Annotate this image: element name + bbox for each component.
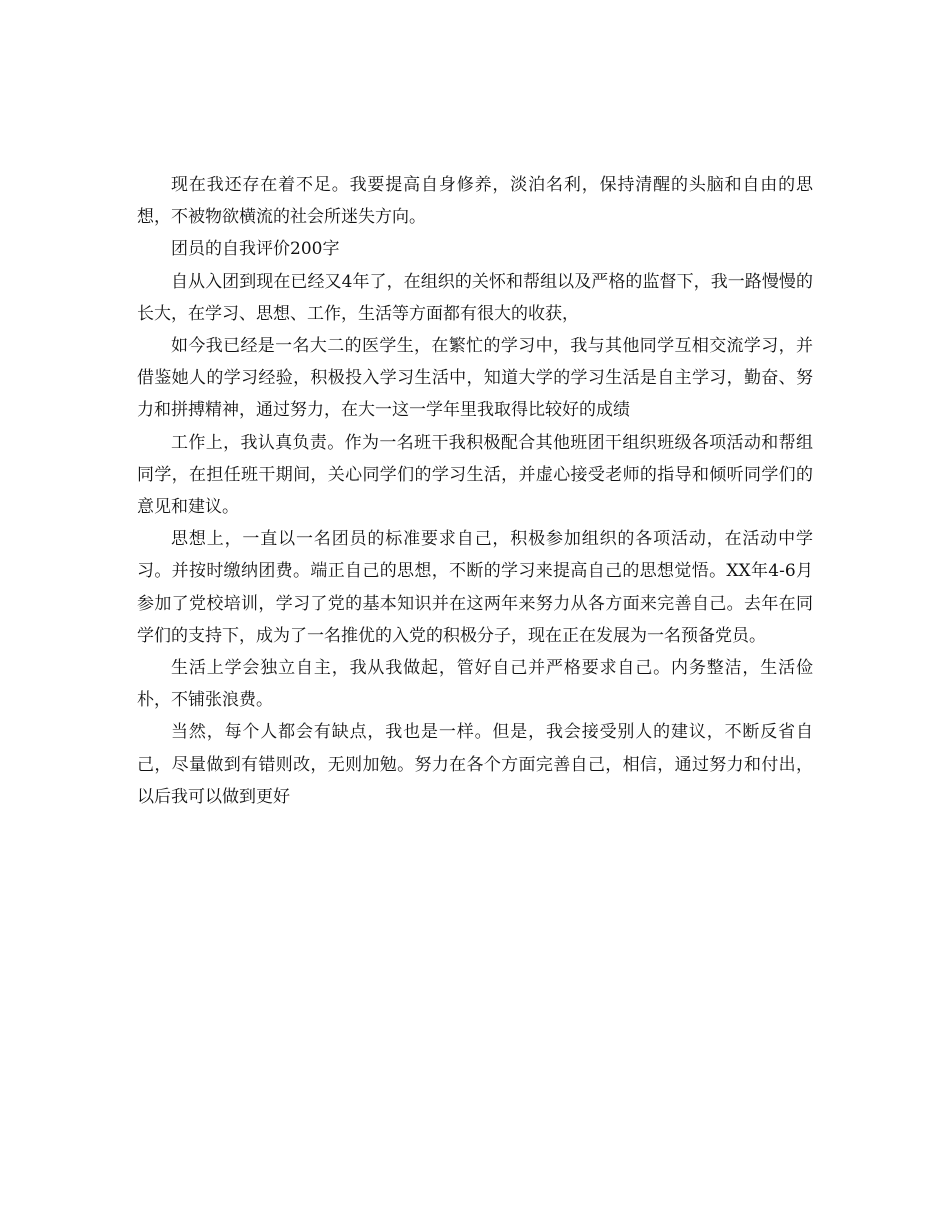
paragraph-5: 思想上，一直以一名团员的标准要求自己，积极参加组织的各项活动，在活动中学习。并按时缴纳团费。端正自己的思想，不断的学习来提高自己的思想觉悟。XX年4-6月参加了党校培训，学习了党的基本知识并在这两年来努力从各方面来完善自己。去年在同学们的支持下，成为了一名推优的入党的积极分子，现在正在发展为一名预备党员。 [137,529,813,646]
paragraph-7: 当然，每个人都会有缺点，我也是一样。但是，我会接受别人的建议，不断反省自己，尽量做到有错则改，无则加勉。努力在各个方面完善自己，相信，通过努力和付出，以后我可以做到更好 [137,722,813,807]
paragraph-3: 如今我已经是一名大二的医学生，在繁忙的学习中，我与其他同学互相交流学习，并借鉴她人的学习经验，积极投入学习生活中，知道大学的学习生活是自主学习，勤奋、努力和拼搏精神，通过努力，在大一这一学年里我取得比较好的成绩 [137,336,813,421]
paragraph-4: 工作上，我认真负责。作为一名班干我积极配合其他班团干组织班级各项活动和帮组同学，在担任班干期间，关心同学们的学习生活，并虚心接受老师的指导和倾听同学们的意见和建议。 [137,432,813,518]
paragraph-6: 生活上学会独立自主，我从我做起，管好自己并严格要求自己。内务整洁，生活俭朴，不铺张浪费。 [137,658,813,711]
paragraph-2: 自从入团到现在已经又4年了，在组织的关怀和帮组以及严格的监督下，我一路慢慢的长大，在学习、思想、工作，生活等方面都有很大的收获， [137,271,813,324]
document-body [137,169,813,813]
paragraph-1: 现在我还存在着不足。我要提高自身修养，淡泊名利，保持清醒的头脑和自由的思想，不被物欲横流的社会所迷失方向。 [137,175,813,228]
section-heading: 团员的自我评价200字 [171,239,340,260]
